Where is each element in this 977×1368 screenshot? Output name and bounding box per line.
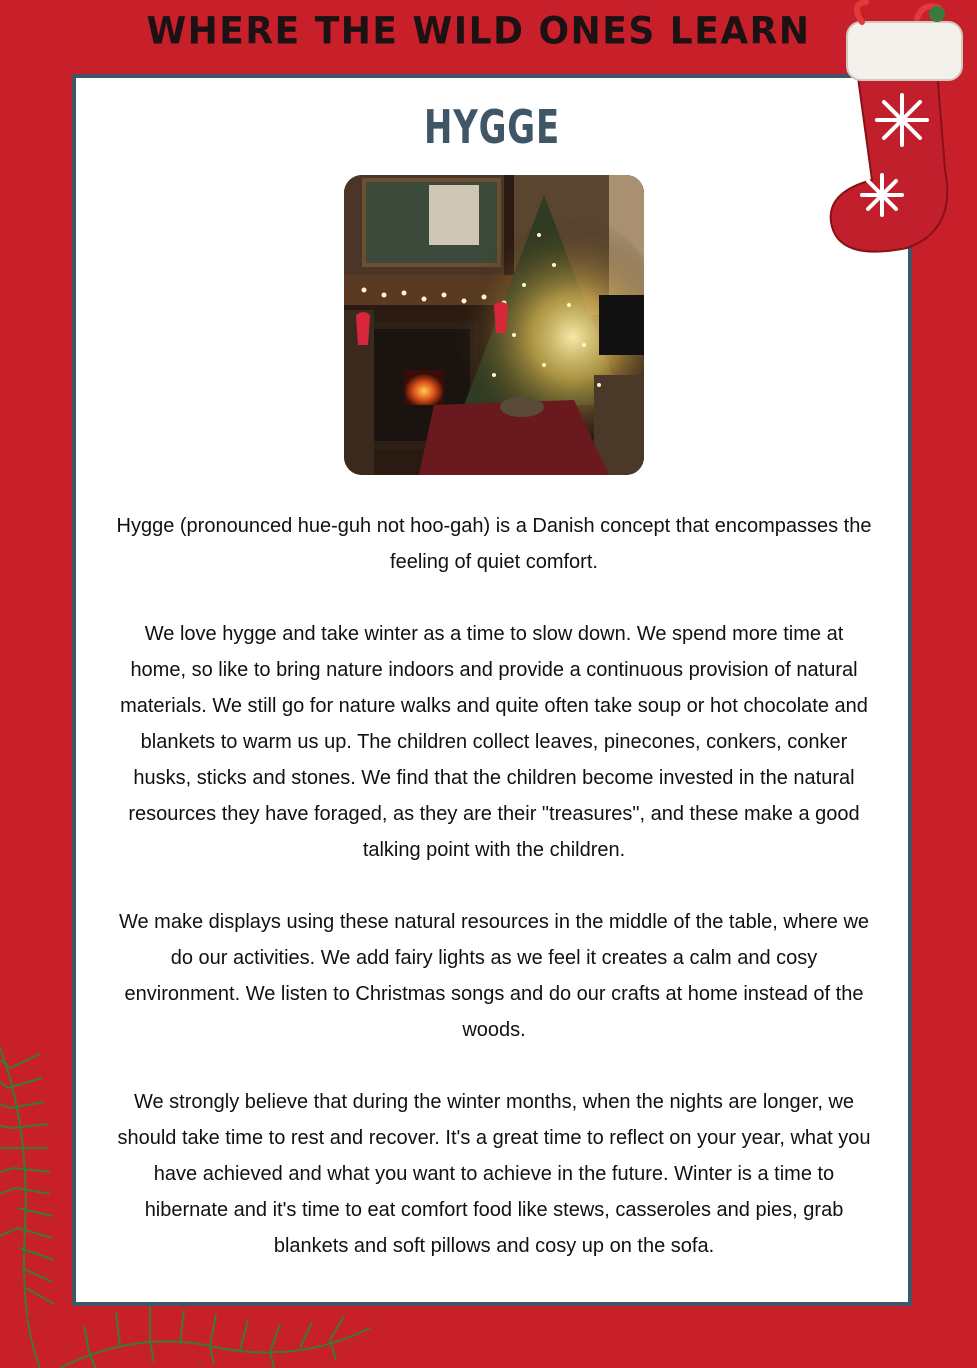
paragraph-intro: Hygge (pronounced hue-guh not hoo-gah) is a Danish concept that encompasses the feeling of quiet comfort.: [116, 515, 872, 573]
pine-branch-icon: [0, 1028, 380, 1368]
page-title: HYGGE: [424, 100, 560, 154]
christmas-stocking-icon: [817, 0, 977, 255]
christmas-living-room-photo: [344, 175, 644, 475]
paragraph-winter: We love hygge and take winter as a time to slow down. We spend more time at home, so like to bring nature indoors and provide a continuous provision of natural materials. We still go for nature walks and quite often take soup or hot chocolate and blankets to warm us up. The children collect leaves, pinecones, conkers, conker husks, sticks and stones. We find that the children become invested in the natural resources they have foraged, as they are their "treasures", and these make a good talking point with the children.: [120, 623, 868, 861]
paragraph-displays: We make displays using these natural resources in the middle of the table, where we do our activities. We add fairy lights as we feel it creates a calm and cosy environment. We listen to Christmas songs and do our crafts at home instead of the woods.: [118, 911, 870, 1041]
banner-title: WHERE THE WILD ONES LEARN: [146, 9, 811, 53]
paragraph-rest: We strongly believe that during the winter months, when the nights are longer, we should take time to rest and recover. It's a great time to reflect on your year, what you have achieved and what you want to achieve in the future. Winter is a time to hibernate and it's time to eat comfort food like stews, casseroles and pies, grab blankets and soft pillows and cosy up on the sofa.: [117, 1091, 871, 1257]
